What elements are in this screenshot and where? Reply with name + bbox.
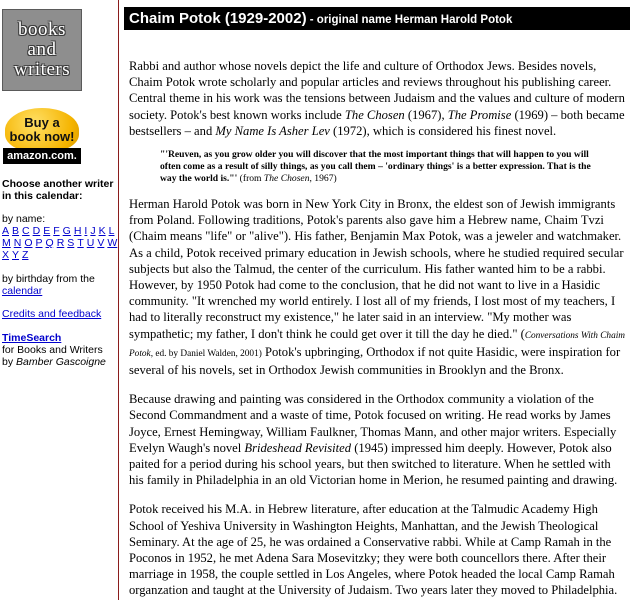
para1-text-a: Herman Harold Potok was born in New York City in Bronx, the eldest son of Jewish immigrants from Poland. Following traditions, Potok's parents also gave him a Hebrew name, Chaim Tvzi (Chaim means "life" or "alive"). His father, Benjamin Max Potok, was a jeweler and watchmaker. As a child, Potok received primary education in Jewish schools, where he studied required secular subjects but also the Talmud, the center of the curriculum. His father wanted him to be a rabbi. However, by 1950 Potok had come to the conclusion, that he did not want to live in a Hasidic community. "It wrenched my world entirely. I lost all of my friends, I lost most of my teachers, I had to literally reconstruct my existence," he later said in an interview. "My mother was sympathetic; my father, I don't think he could get over it till the day he died." ( [129,197,624,341]
letter-link[interactable]: B [12,225,20,237]
biography-paragraph-3: Potok received his M.A. in Hebrew literature, after education at the Talmudic Academy High School of Yeshiva University in Washington Heights, Manhattan, and the Jewish Theological Seminary. At the age of 25, he was ordained a Conservative rabbi. While at Camp Ramah in the Poconos in 1952, he met Adena Sara Mosevitzky; they were both councellors there. After their marriage in 1958, the couple settled in Los Angeles, where Potok headed the local Camp Ramah organzation and taught at the University of Judaism. Two years later they moved to Philadelphia. [129,502,618,598]
letter-link[interactable]: Q [45,237,54,249]
letter-link[interactable]: U [86,237,95,249]
book-title-asher-lev: My Name Is Asher Lev [215,123,330,138]
letter-link[interactable]: V [97,237,105,249]
letter-link[interactable]: I [84,225,88,237]
letter-link[interactable]: N [13,237,22,249]
by-birthday-label: by birthday from the [2,273,95,285]
timesearch-link[interactable]: TimeSearch [2,332,62,344]
timesearch-text: for Books and Writers [2,344,103,356]
quote-year: , 1967) [309,173,337,185]
quote-source [237,173,336,184]
letter-link[interactable]: S [67,237,75,249]
author-name: Bamber Gascoigne [16,356,106,368]
credits-block [2,308,101,320]
quote-book: The Chosen [263,173,310,185]
letter-link[interactable]: C [22,225,30,237]
letter-link[interactable]: J [90,225,96,237]
intro-text-3: (1969) – both became bestsellers – and [129,107,625,138]
quote-block [160,149,600,185]
letter-link[interactable]: L [108,225,115,237]
intro-text-1: Rabbi and author whose novels depict the life and culture of Orthodox Jews. Besides novels, Chaim Potok wrote scholarly and popular articles and reviews throughout his publishing career. Central theme in his work was the tensions between Judaism and the values and culture of modern society. Potok's best known works include [129,59,625,122]
letter-link[interactable]: O [24,237,33,249]
quote-text: "'Reuven, as you grow older you will discover that the most important things that will happen to you will often come as a result of silly things, as you call them – 'ordinary things' is a better expression. That is the way the world is."' [160,149,591,185]
para1-citation-editor: , ed. by Daniel Walden, 2001) [150,348,262,359]
letter-index [2,225,116,261]
letter-link[interactable]: X [2,249,10,261]
page-title [124,7,630,30]
article-body [129,58,626,612]
para1-citation-title: Conversations With Chaim Potok [129,330,626,359]
choose-writer-heading: Choose another writer in this calendar: [2,178,114,202]
calendar-link[interactable]: calendar [2,285,43,297]
para2-text-b: (1945) impressed him deeply. However, Potok also paited for a period during his school years, but then switched to literature. When he settled with his family in Philadelphia in an old Victorian home in Merion, he resumed painting and drawing. [129,440,618,488]
letter-link[interactable]: W [107,237,118,249]
amazon-badge [5,108,79,152]
amazon-line-1: Buy a [24,115,60,130]
title-name: Chaim Potok (1929-2002) [129,10,307,27]
intro-paragraph [129,58,626,139]
letter-link[interactable]: M [2,237,11,249]
letter-link[interactable]: H [73,225,82,237]
by-label: by [2,356,14,368]
timesearch-block [2,332,114,368]
letter-link[interactable]: P [35,237,43,249]
book-title-brideshead: Brideshead Revisited [244,440,352,455]
quote-from: (from [237,173,264,185]
para1-text-b: Potok's upbringing, Orthodox if not quite Hasidic, were inspiration for several of his novels, set in Orthodox Jewish communities in Brooklyn and the Bronx. [129,344,621,378]
amazon-brand: amazon.com. [3,148,81,164]
by-birthday-text [2,273,114,297]
letter-link[interactable]: Z [22,249,29,261]
intro-text-4: (1972), which is considered his finest novel. [329,123,557,138]
sidebar-divider [118,0,119,600]
letter-link[interactable]: Y [12,249,20,261]
para2-text-a: Because drawing and painting was considered in the Orthodox community a violation of the Second Commandment and a waste of time, Potok focused on writing. He read works by James Joyce, Ernest Hemingway, William Faulkner, Thomas Mann, and other major writers. Especially Evelyn Waugh's novel [129,392,617,455]
letter-link[interactable]: D [32,225,41,237]
logo-line-3: writers [13,59,71,80]
biography-paragraph-1 [129,196,626,378]
books-and-writers-logo[interactable] [2,9,82,91]
logo-line-2: and [27,39,57,60]
letter-link[interactable]: K [98,225,106,237]
title-original-name: - original name Herman Harold Potok [306,14,513,26]
amazon-line-2: book now! [9,129,75,144]
sidebar [0,0,118,600]
letter-link[interactable]: R [56,237,65,249]
amazon-buy-button[interactable] [3,108,81,164]
letter-link[interactable]: G [62,225,71,237]
letter-link[interactable]: E [43,225,51,237]
logo-line-1: books [18,19,66,40]
letter-link[interactable]: A [2,225,10,237]
book-title-the-promise: The Promise [447,107,512,122]
biography-paragraph-2 [129,391,626,488]
intro-text-2: (1967), [404,107,448,122]
by-name-label: by name: [2,213,46,225]
book-title-the-chosen: The Chosen [344,107,405,122]
letter-link[interactable]: F [53,225,60,237]
letter-link[interactable]: T [77,237,84,249]
credits-link[interactable]: Credits and feedback [2,308,102,320]
